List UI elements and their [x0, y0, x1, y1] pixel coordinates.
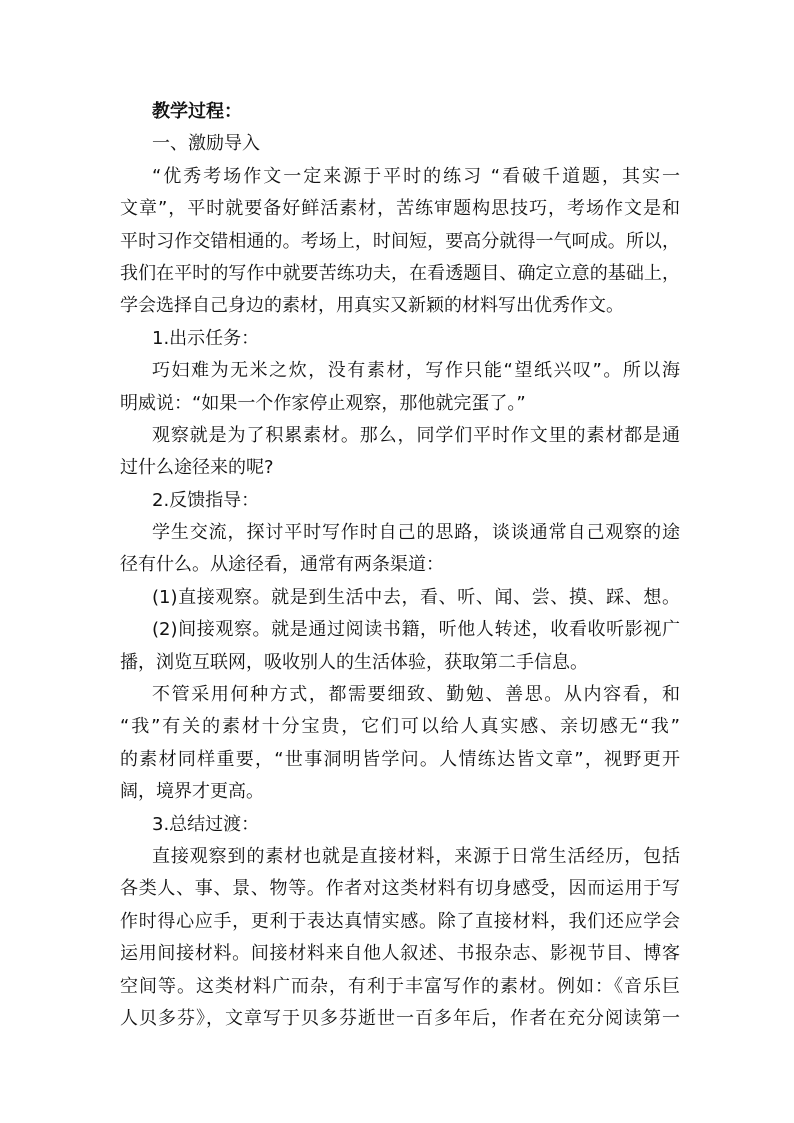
paragraph-line: 的素材同样重要，“世事洞明皆学问。人情练达皆文章”，视野更开	[120, 748, 680, 770]
document-page	[120, 96, 680, 1035]
paragraph-line: 径有什么。从途径看，通常有两条渠道：	[120, 554, 444, 576]
list-item: (2)间接观察。就是通过阅读书籍，听他人转述，收看收听影视广	[152, 619, 680, 641]
paragraph-line: 学生交流，探讨平时写作时自己的思路，谈谈通常自己观察的途	[152, 522, 680, 544]
paragraph-line: 不管采用何种方式，都需要细致、勤勉、善思。从内容看，和	[152, 684, 680, 706]
list-item: (1)直接观察。就是到生活中去，看、听、闻、尝、摸、踩、想。	[152, 586, 680, 608]
paragraph-line: “优秀考场作文一定来源于平时的练习 “看破千道题，其实一	[152, 165, 680, 187]
paragraph-line: 作时得心应手，更利于表达真情实感。除了直接材料，我们还应学会	[120, 910, 680, 932]
paragraph-line: 学会选择自己身边的素材，用真实又新颖的材料写出优秀作文。	[120, 295, 624, 317]
paragraph-line: 空间等。这类材料广而杂，有利于丰富写作的素材。例如：《音乐巨	[120, 975, 680, 997]
paragraph-line: 阔，境界才更高。	[120, 781, 264, 803]
paragraph-line: 过什么途径来的呢?	[120, 457, 274, 479]
task-heading: 1.出示任务：	[152, 327, 260, 349]
section-heading: 一、激励导入	[152, 133, 260, 155]
paragraph-line: 文章”，平时就要备好鲜活素材，苦练审题构思技巧，考场作文是和	[120, 198, 680, 220]
paragraph-line: 巧妇难为无米之炊，没有素材，写作只能“望纸兴叹”。所以海	[152, 360, 680, 382]
paragraph-line: 明威说：“如果一个作家停止观察，那他就完蛋了。”	[120, 392, 526, 414]
task-heading: 3.总结过渡：	[152, 813, 260, 835]
paragraph-line: 我们在平时的写作中就要苦练功夫，在看透题目、确定立意的基础上，	[120, 262, 680, 284]
page-title: 教学过程：	[152, 101, 242, 122]
list-item: 播，浏览互联网，吸收别人的生活体验，获取第二手信息。	[120, 651, 588, 673]
task-heading: 2.反馈指导：	[152, 489, 260, 511]
paragraph-line: 平时习作交错相通的。考场上，时间短，要高分就得一气呵成。所以，	[120, 230, 680, 252]
paragraph-line: 观察就是为了积累素材。那么，同学们平时作文里的素材都是通	[152, 424, 680, 446]
paragraph-line: 直接观察到的素材也就是直接材料，来源于日常生活经历，包括	[152, 845, 680, 867]
paragraph-line: “我”有关的素材十分宝贵，它们可以给人真实感、亲切感无“我”	[120, 716, 680, 738]
paragraph-line: 各类人、事、景、物等。作者对这类材料有切身感受，因而运用于写	[120, 878, 680, 900]
paragraph-line: 人贝多芬》，文章写于贝多芬逝世一百多年后，作者在充分阅读第一	[120, 1007, 680, 1029]
paragraph-line: 运用间接材料。间接材料来自他人叙述、书报杂志、影视节目、博客	[120, 943, 680, 965]
